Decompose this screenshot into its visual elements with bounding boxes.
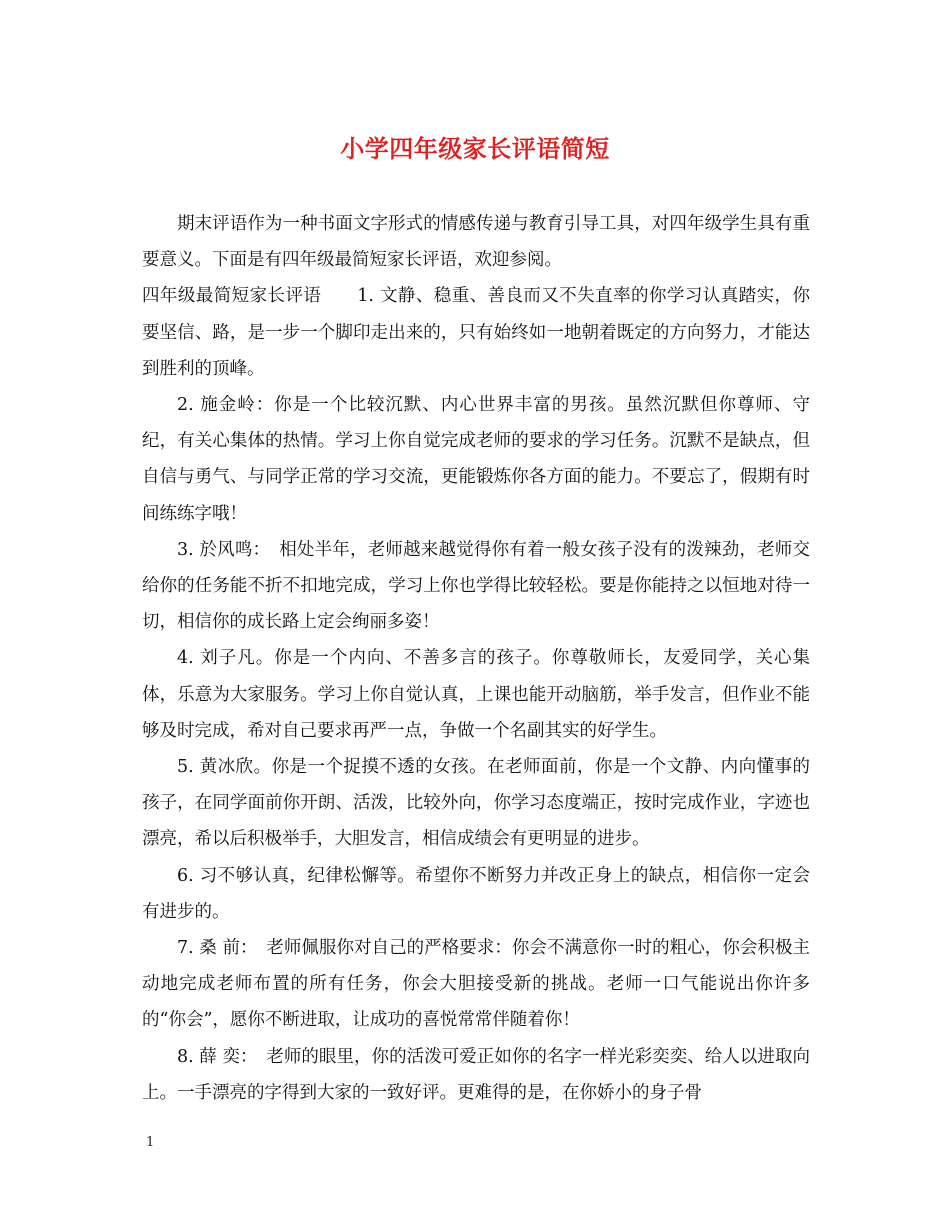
document-body — [142, 206, 810, 1111]
document-title: 小学四年级家长评语简短 — [340, 134, 610, 163]
paragraph-item-6: 6. 习不够认真，纪律松懈等。希望你不断努力并改正身上的缺点，相信你一定会有进步的。 — [142, 865, 810, 922]
paragraph-item-5: 5. 黄冰欣。你是一个捉摸不透的女孩。在老师面前，你是一个文静、内向懂事的孩子，在同学面前你开朗、活泼，比较外向，你学习态度端正，按时完成作业，字迹也漂亮，希以后积极举手，大胆发言，相信成绩会有更明显的进步。 — [142, 757, 810, 850]
page-number: 1 — [146, 1135, 155, 1150]
paragraph-item-1: 四年级最简短家长评语 1. 文静、稳重、善良而又不失直率的你学习认真踏实，你要坚信、路，是一步一个脚印走出来的，只有始终如一地朝着既定的方向努力，才能达到胜利的顶峰。 — [142, 286, 810, 379]
paragraph-intro: 期末评语作为一种书面文字形式的情感传递与教育引导工具，对四年级学生具有重要意义。下面是有四年级最简短家长评语，欢迎参阅。 — [142, 214, 810, 271]
paragraph-item-2: 2. 施金岭：你是一个比较沉默、内心世界丰富的男孩。虽然沉默但你尊师、守纪，有关心集体的热情。学习上你自觉完成老师的要求的学习任务。沉默不是缺点，但自信与勇气、与同学正常的学习交流，更能锻炼你各方面的能力。不要忘了，假期有时间练练字哦！ — [142, 395, 810, 524]
paragraph-item-4: 4. 刘子凡。你是一个内向、不善多言的孩子。你尊敬师长，友爱同学，关心集体，乐意为大家服务。学习上你自觉认真，上课也能开动脑筋，举手发言，但作业不能够及时完成，希对自己要求再严一点，争做一个名副其实的好学生。 — [142, 648, 810, 741]
paragraph-item-3: 3. 於风鸣： 相处半年，老师越来越觉得你有着一般女孩子没有的泼辣劲，老师交给你的任务能不折不扣地完成，学习上你也学得比较轻松。要是你能持之以恒地对待一切，相信你的成长路上定会绚丽多姿！ — [142, 539, 810, 633]
paragraph-item-8: 8. 薛 奕： 老师的眼里，你的活泼可爱正如你的名字一样光彩奕奕、给人以进取向上。一手漂亮的字得到大家的一致好评。更难得的是，在你娇小的身子骨 — [142, 1046, 810, 1103]
paragraph-item-7: 7. 桑 前： 老师佩服你对自己的严格要求：你会不满意你一时的粗心，你会积极主动地完成老师布置的所有任务，你会大胆接受新的挑战。老师一口气能说出你许多的“你会”，愿你不断进取，让成功的喜悦常常伴随着你！ — [142, 938, 810, 1031]
